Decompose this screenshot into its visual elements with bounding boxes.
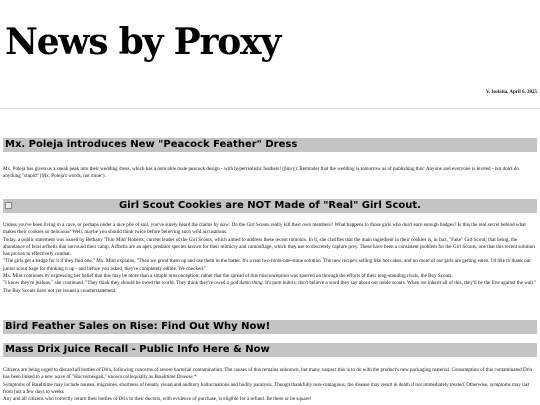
article-heading-peacock-dress[interactable]: Mx. Poleja introduces New "Peacock Feather" Dress — [3, 138, 537, 152]
paragraph: Today, a public statement was issued by Bethany 'Thin Mint' Roberts, current leader of the Girl Scouts, which aimed to address these recent rumours. In it, she clarifies that the main ingredient in their cookies is, in fact, "Fake" Girl Scout; that being, the abundance of feral arfbells that surround their camp. Arfbells are an apex predator species known for their mimicry and camouflage, which they use to discretely capture prey. These have been a consistent problem for the Girl Scouts, one that this recent solution has proven to effectively combat. — [3, 236, 535, 258]
byline: V. Isolatia, April 6, 2025 — [485, 90, 537, 95]
masthead-title: News by Proxy — [5, 21, 281, 63]
paragraph: Mx. Mint continues by expressing her belief that this may be more than a simple misconception; rather that the spread of this misconception was spurred on through the efforts of their long-standing rivals, the Boy Scouts. — [3, 273, 453, 280]
paragraph: "The girls get a badge for it if they find one," Mx. Mint explains, "Then we grind them up and use them in the batter. It's a real two-birds-one-stone solution. The new recipe's selling like hot cakes, and no more of our girls are getting eaten. I'd like to thank our junior scout Sage for thinking it up - and before you asked, they're completely edible. We checked." — [3, 258, 531, 272]
article-body-peacock-dress — [3, 166, 537, 181]
article-heading-drix-recall[interactable]: Mass Drix Juice Recall - Public Info Here & Now — [3, 343, 537, 357]
article-heading-bird-feather-sales[interactable]: Bird Feather Sales on Rise: Find Out Why Now! — [3, 320, 537, 334]
article-body-girl-scout-cookies — [3, 222, 537, 295]
header-divider — [0, 108, 540, 109]
paragraph: "I know they're jealous," she continued. "They think they should be owed the world. They think they're owed a god damn thing. It's pure hubris; don't believe a word they say about our noble scouts. When we inherit all of this, they'll be the first against the wall." The Boy Scouts have not yet issued a counterstatement. — [3, 280, 537, 294]
emphasis: fancy — [284, 166, 296, 172]
paragraph: Citizens are being urged to discard all bottles of Drix, following concerns of severe bacterial contamination. The causes of this remains unknown, but many suspect this is to do with the product's new packaging material. Consumption of this contaminated Drix has been linked to a new wave of "Hocvernesgait," known colloquially as Bauditime Disease.* — [3, 367, 533, 381]
paragraph: Any and all citizens who correctly return their bottles of Drix to their doctors, with evidence of purchase, is eligible for a refund. Be there or be square! — [3, 396, 312, 403]
paragraph: Symptoms of Bauditime may include nausea, migraines, shortness of breath, visual and auditory hallucinations and bodily paralysis. Though thankfully non-contagious, the disease may result in death if not immediately treated. Otherwise, symptoms may last from just a few days to weeks — [3, 381, 530, 395]
article-heading-girl-scout-cookies[interactable] — [3, 199, 537, 213]
emphasis: a god damn thing — [226, 280, 263, 287]
paragraph: Unless you've been living in a cave, or perhaps under a nice pile of soil, you've surely heard the claims by now: Do the Girl Scouts really kill their own members? What happens to those girls who don't earn enough badges? Is this the real secret behind what makes their cookies so delicious? Well, maybe you should think twice before believing such wild accusations. — [3, 222, 526, 236]
emphasis: Bauditime Disease — [154, 374, 193, 381]
article-body-drix-recall — [3, 367, 537, 403]
broken-image-icon — [5, 202, 12, 209]
paragraph: Mx. Poleja has given us a sneak peak into their wedding dress, which has a noticable male peacock design - with hyperrealistic feathers! (fancy). Reminder that the wedding is tomorrow as of publishing this! Anyone and everyone is invited - but don't do anything "stupid" (Mx. Poleja's words, not mine!). — [3, 166, 519, 180]
article-heading-text: Girl Scout Cookies are NOT Made of "Real" Girl Scout. — [119, 200, 421, 211]
